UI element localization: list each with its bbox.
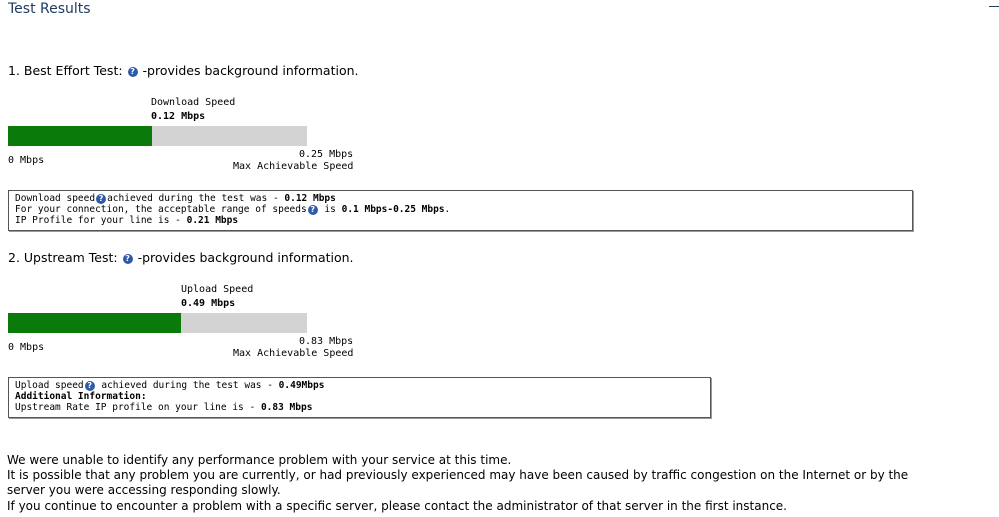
download-speed-bar	[8, 126, 307, 146]
upload-info-label: Upload speed	[15, 380, 84, 391]
download-max-label: 0.25 Mbps	[299, 149, 354, 160]
question-circle-icon[interactable]: ?	[128, 67, 138, 77]
download-info-label: Download speed	[15, 193, 96, 204]
upload-info-line-1	[15, 380, 704, 391]
upload-speed-fill	[8, 313, 181, 333]
ip-profile-label: IP Profile for your line is -	[15, 215, 187, 226]
upload-info-line-3	[15, 402, 704, 413]
question-circle-icon[interactable]: ?	[308, 205, 318, 215]
footer-line-1: We were unable to identify any performance problem with your service at this time.	[7, 453, 512, 467]
download-info-box	[8, 190, 913, 231]
question-circle-icon[interactable]: ?	[96, 194, 106, 204]
best-effort-heading-label: 1. Best Effort Test:	[8, 63, 123, 78]
download-achieved-value: 0.12 Mbps	[284, 193, 336, 204]
upload-speed-bar	[8, 313, 307, 333]
download-min-label: 0 Mbps	[8, 155, 45, 166]
question-circle-icon[interactable]: ?	[85, 381, 95, 391]
ip-profile-value: 0.21 Mbps	[186, 215, 239, 226]
footer-line-3: server you were accessing responding slowly.	[7, 483, 281, 497]
download-max-caption: Max Achievable Speed	[233, 161, 354, 172]
download-info-text: achieved during the test was -	[107, 193, 285, 204]
upstream-heading	[8, 250, 354, 265]
upload-gauge-value: 0.49 Mbps	[181, 298, 236, 309]
download-gauge-value: 0.12 Mbps	[151, 111, 206, 122]
additional-info-heading: Additional Information:	[15, 391, 147, 402]
footer-line-4: If you continue to encounter a problem with a specific server, please contact the administrator of that server in the first instance.	[7, 499, 787, 513]
best-effort-heading	[8, 63, 359, 78]
range-info-text: is	[318, 204, 342, 215]
download-info-line-2	[15, 204, 906, 215]
page-title: Test Results	[8, 1, 91, 17]
download-info-line-1	[15, 193, 906, 204]
upload-min-label: 0 Mbps	[8, 342, 45, 353]
download-speed-fill	[8, 126, 152, 146]
upstream-profile-label: Upstream Rate IP profile on your line is -	[15, 402, 261, 413]
upstream-profile-value: 0.83 Mbps	[260, 402, 313, 413]
range-info-suffix: .	[444, 204, 451, 215]
best-effort-heading-suffix: -provides background information.	[142, 63, 359, 78]
footer-line-2: It is possible that any problem you are currently, or had previously experienced may have been caused by traffic congestion on the Internet or by the	[7, 468, 909, 482]
range-info-label: For your connection, the acceptable range of speeds	[15, 204, 307, 215]
corner-divider	[989, 6, 999, 7]
acceptable-range-value: 0.1 Mbps-0.25 Mbps	[341, 204, 445, 215]
download-info-line-3	[15, 215, 906, 226]
upstream-heading-suffix: -provides background information.	[137, 250, 354, 265]
download-gauge-label: Download Speed	[151, 97, 236, 108]
upload-max-label: 0.83 Mbps	[299, 336, 354, 347]
upload-achieved-value: 0.49Mbps	[278, 380, 325, 391]
upstream-heading-label: 2. Upstream Test:	[8, 250, 118, 265]
upload-info-box	[8, 377, 711, 418]
question-circle-icon[interactable]: ?	[123, 254, 133, 264]
upload-max-caption: Max Achievable Speed	[233, 348, 354, 359]
upload-info-text: achieved during the test was -	[95, 380, 279, 391]
upload-gauge-label: Upload Speed	[181, 284, 254, 295]
